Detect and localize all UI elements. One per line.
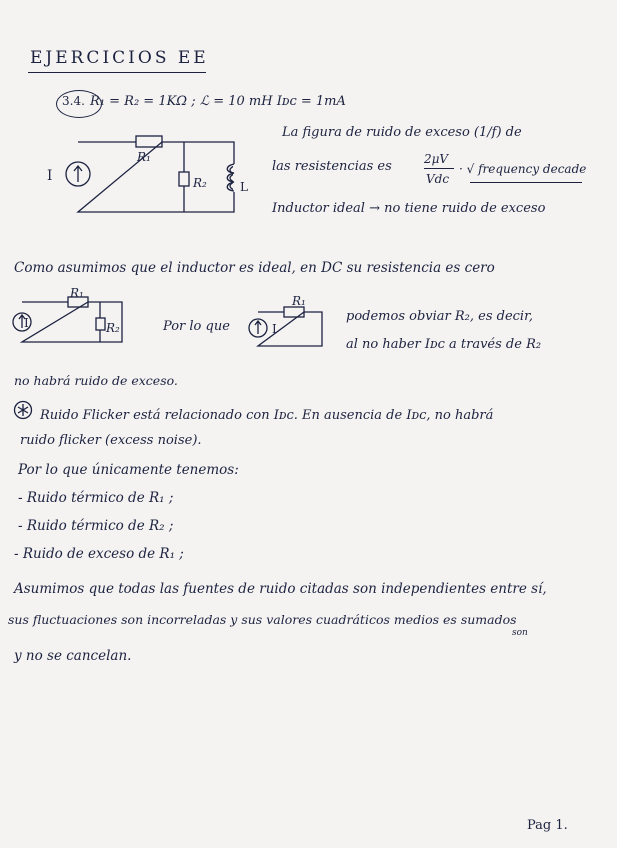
- asterisk-bullet-icon: [12, 400, 34, 420]
- circuit-2-source-label: I: [24, 316, 29, 330]
- conclusion-intro: Por lo que únicamente tenemos:: [18, 462, 239, 478]
- page-title: EJERCICIOS EE: [30, 48, 209, 68]
- circuit-2-r2-label: R₂: [106, 321, 120, 335]
- conclusion-item-1: - Ruido térmico de R₁ ;: [18, 490, 174, 506]
- circuit-1-r1-label: R₁: [137, 150, 151, 164]
- no-habra-text: no habrá ruido de exceso.: [14, 373, 178, 388]
- circuit-3-diagram: [246, 300, 330, 352]
- note-underline: [470, 182, 582, 183]
- note-line-2-suffix: · √ frequency decade: [459, 162, 587, 176]
- circuit-1-l-label: L: [240, 180, 248, 194]
- conclusion-item-3: - Ruido de exceso de R₁ ;: [14, 546, 184, 562]
- circuit-1-r2-symbol: [179, 172, 189, 186]
- title-underline: [28, 72, 206, 73]
- star-note-line-2: ruido flicker (excess noise).: [20, 433, 202, 448]
- conclusion-item-2: - Ruido térmico de R₂ ;: [18, 518, 174, 534]
- note-line-2-prefix: las resistencias es: [272, 159, 392, 174]
- circuit-3-r1-symbol: [284, 307, 304, 317]
- por-lo-que: Por lo que: [163, 319, 230, 334]
- side-text-line-1: podemos obviar R₂, es decir,: [346, 309, 534, 324]
- circuit-1-source-label: I: [47, 168, 53, 184]
- side-text-line-2: al no haber Iᴅᴄ a través de R₂: [346, 337, 542, 352]
- circuit-1-r2-label: R₂: [193, 176, 207, 190]
- final-paragraph-line-2: sus fluctuaciones son incorreladas y sus valores cuadráticos medios es sumados: [8, 612, 517, 627]
- circuit-2-r1-label: R₁: [70, 286, 84, 300]
- circuit-3-r1-label: R₁: [292, 294, 306, 308]
- fraction-numerator: 2μV: [424, 152, 449, 166]
- note-line-3: Inductor ideal → no tiene ruido de exceso: [272, 201, 546, 216]
- final-paragraph-line-3: y no se cancelan.: [14, 648, 132, 664]
- page-number: Pag 1.: [527, 818, 568, 833]
- circuit-2-r2-symbol: [96, 318, 105, 330]
- star-note-line-1: Ruido Flicker está relacionado con Iᴅᴄ. En ausencia de Iᴅᴄ, no habrá: [40, 408, 494, 423]
- final-paragraph-line-1: Asumimos que todas las fuentes de ruido citadas son independientes entre sí,: [14, 581, 547, 597]
- exercise-number: 3.4.: [62, 94, 85, 108]
- note-line-1: La figura de ruido de exceso (1/f) de: [282, 125, 522, 140]
- final-paragraph-superscript: son: [512, 628, 528, 638]
- circuit-3-source-label: I: [272, 322, 277, 336]
- fraction-bar: [424, 168, 454, 169]
- given-values: R₁ = R₂ = 1KΩ ; ℒ = 10 mH Iᴅᴄ = 1mA: [90, 94, 346, 109]
- paragraph-1: Como asumimos que el inductor es ideal, en DC su resistencia es cero: [14, 260, 495, 276]
- circuit-1-wires: [78, 142, 234, 212]
- fraction-denominator: Vdc: [426, 172, 450, 186]
- circuit-1-diagram: [50, 130, 260, 222]
